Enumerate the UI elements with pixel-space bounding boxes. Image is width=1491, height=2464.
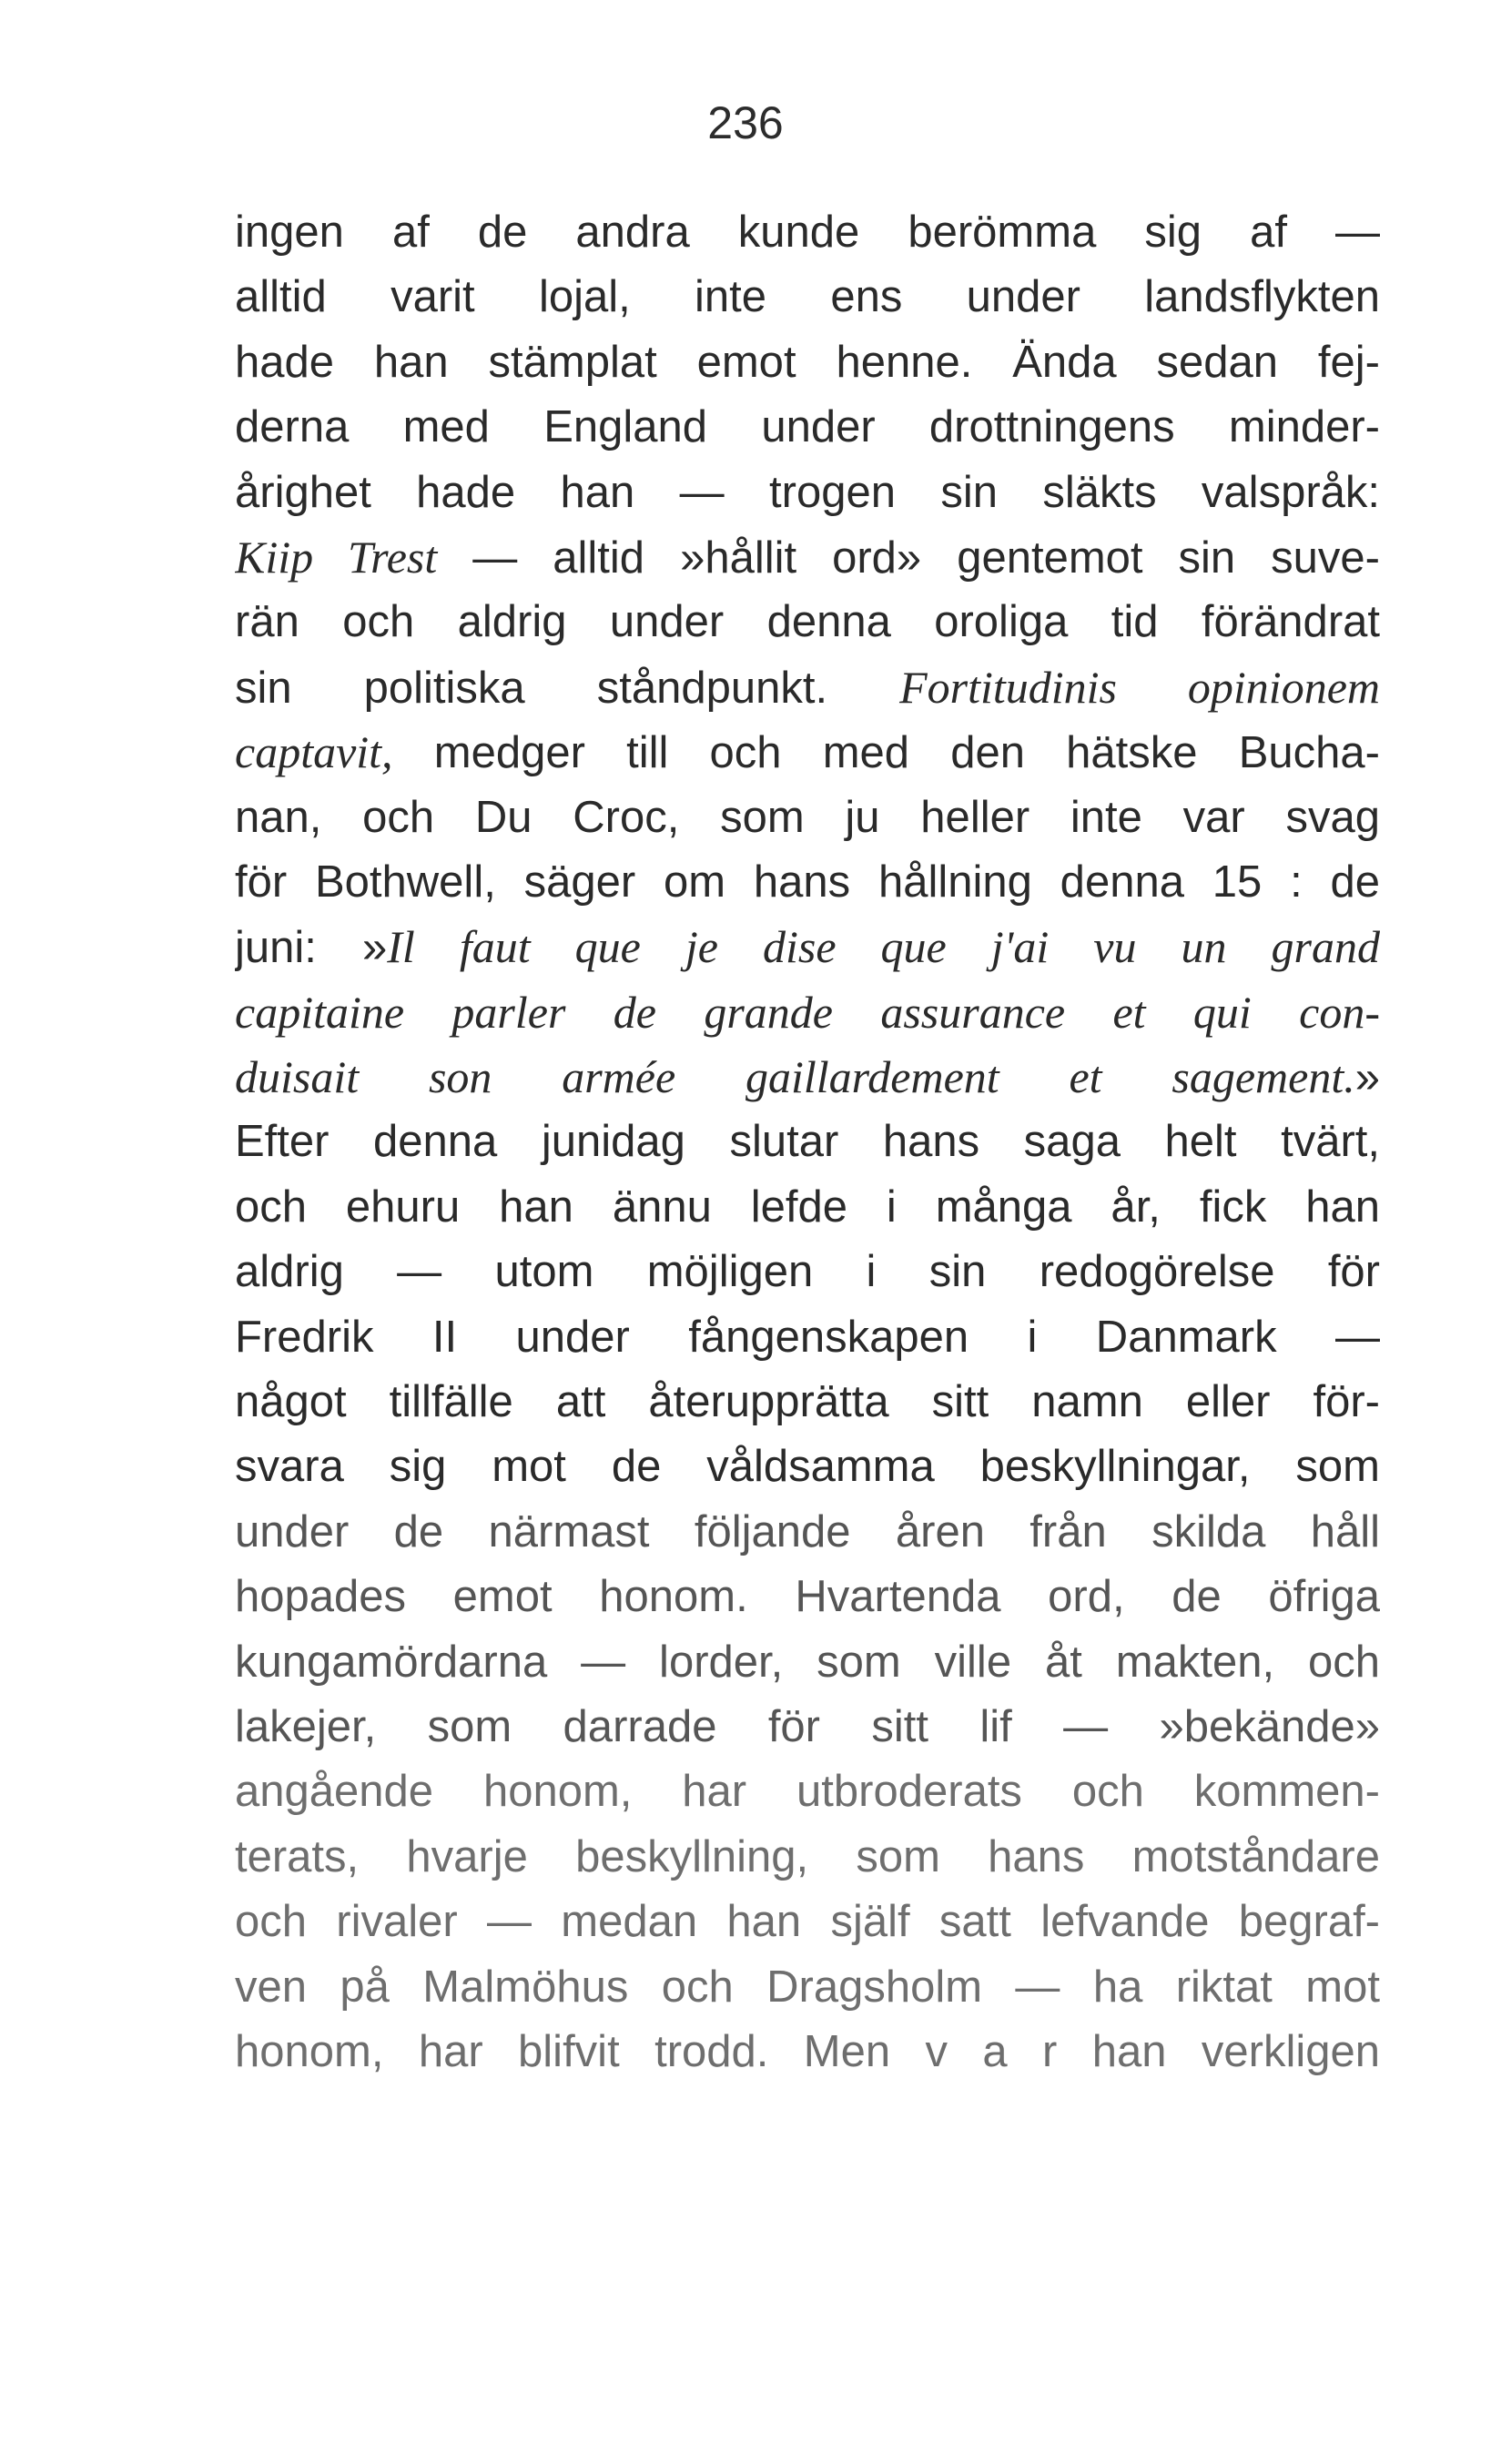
- text-span: svara sig mot de våldsamma beskyllningar, som: [235, 1442, 1380, 1492]
- text-line: [235, 720, 1380, 785]
- text-line: [235, 1305, 1380, 1370]
- text-span: något tillfälle att återupprätta sitt namn eller för-: [235, 1377, 1380, 1427]
- text-span: under de närmast följande åren från skilda håll: [235, 1506, 1380, 1556]
- text-span: Fredrik II under fångenskapen i Danmark —: [235, 1312, 1380, 1362]
- text-line: [235, 786, 1380, 850]
- text-line: [235, 1695, 1380, 1759]
- italic-text-span: Fortitudinis opinionem: [899, 661, 1380, 713]
- text-span: ingen af de andra kunde berömma sig af —: [235, 208, 1380, 257]
- text-line: [235, 850, 1380, 915]
- text-line: [235, 330, 1380, 395]
- text-span: ven på Malmöhus och Dragsholm — ha riktat mot: [235, 1962, 1380, 2012]
- text-line: [235, 1759, 1380, 1824]
- text-line: [235, 200, 1380, 265]
- text-line: [235, 395, 1380, 460]
- page-number: 236: [707, 97, 784, 148]
- text-line: [235, 655, 1380, 720]
- text-line: [235, 1630, 1380, 1695]
- text-line: [235, 915, 1380, 979]
- text-span: lakejer, som darrade för sitt lif — »bekände»: [235, 1701, 1380, 1751]
- text-line: [235, 265, 1380, 330]
- italic-text-span: captavit,: [235, 726, 393, 778]
- text-span: och rivaler — medan han själf satt lefvande begraf-: [235, 1897, 1380, 1947]
- text-span: sin politiska ståndpunkt.: [235, 663, 900, 713]
- text-line: [235, 1240, 1380, 1304]
- text-line: [235, 1955, 1380, 2020]
- text-span: alltid varit lojal, inte ens under landsflykten: [235, 272, 1380, 322]
- text-line: [235, 1045, 1380, 1110]
- text-line: [235, 1500, 1380, 1565]
- text-span: — alltid »hållit ord» gentemot sin suve-: [437, 532, 1380, 583]
- text-line: [235, 1110, 1380, 1174]
- text-span: för Bothwell, säger om hans hållning denna 15 : de: [235, 857, 1380, 907]
- text-span: nan, och Du Croc, som ju heller inte var svag: [235, 792, 1380, 842]
- text-span: juni: »: [235, 923, 388, 973]
- text-span: angående honom, har utbroderats och kommen-: [235, 1767, 1380, 1817]
- italic-text-span: Il faut que je dise que j'ai vu un grand: [387, 921, 1380, 973]
- text-line: [235, 461, 1380, 525]
- text-span: hopades emot honom. Hvartenda ord, de öfriga: [235, 1572, 1380, 1622]
- text-span: »: [1354, 1053, 1380, 1103]
- body-text: [235, 200, 1380, 2084]
- text-line: [235, 1435, 1380, 1499]
- text-line: [235, 2020, 1380, 2084]
- text-line: [235, 525, 1380, 590]
- text-line: [235, 1890, 1380, 1954]
- italic-text-span: capitaine parler de grande assurance et qui con-: [235, 986, 1380, 1038]
- text-span: aldrig — utom möjligen i sin redogörelse för: [235, 1247, 1380, 1297]
- text-line: [235, 590, 1380, 654]
- text-span: Efter denna junidag slutar hans saga helt tvärt,: [235, 1117, 1380, 1167]
- italic-text-span: duisait son armée gaillardement et sagement.: [235, 1051, 1355, 1103]
- text-span: årighet hade han — trogen sin släkts valspråk:: [235, 467, 1380, 517]
- text-span: honom, har blifvit trodd. Men v a r han verkligen: [235, 2026, 1380, 2076]
- text-line: [235, 1565, 1380, 1629]
- text-line: [235, 1825, 1380, 1890]
- text-span: medger till och med den hätske Bucha-: [392, 728, 1380, 778]
- text-span: hade han stämplat emot henne. Ända sedan fej-: [235, 337, 1380, 387]
- italic-text-span: Kiip Trest: [235, 531, 438, 583]
- text-line: [235, 1370, 1380, 1435]
- text-span: terats, hvarje beskyllning, som hans motståndare: [235, 1831, 1380, 1881]
- text-line: [235, 980, 1380, 1045]
- text-span: rän och aldrig under denna oroliga tid förändrat: [235, 597, 1380, 647]
- text-span: kungamördarna — lorder, som ville åt makten, och: [235, 1637, 1380, 1687]
- text-line: [235, 1175, 1380, 1240]
- text-span: derna med England under drottningens minder-: [235, 402, 1380, 452]
- text-span: och ehuru han ännu lefde i många år, fick han: [235, 1181, 1380, 1232]
